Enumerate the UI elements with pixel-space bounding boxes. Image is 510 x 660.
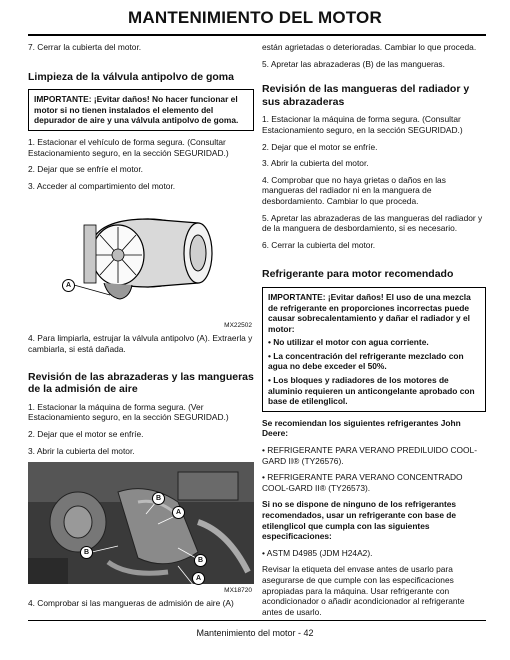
engine-intake-photo: [28, 462, 254, 595]
title-rule: [28, 34, 486, 36]
right-column: [262, 42, 486, 623]
recommended-item: • REFRIGERANTE PARA VERANO CONCENTRADO COOL-GARD II® (TY26573).: [262, 472, 463, 493]
figure-code: MX22502: [224, 322, 252, 330]
note-text: IMPORTANTE: ¡Evitar daños! No hacer funcionar el motor si no tienen instalados el elemento del depurador de aire y una válvula antipolvo de goma.: [34, 94, 239, 126]
alternative-heading: Si no se dispone de ninguno de los refrigerantes recomendados, usar un refrigerante con base de etilenglicol que cumpla con las siguientes especificaciones:: [262, 499, 457, 542]
step-1: 1. Estacionar la máquina de forma segura. (Consultar Estacionamiento seguro, en la sección SEGURIDAD.): [262, 114, 463, 135]
page-title: MANTENIMIENTO DEL MOTOR: [128, 8, 382, 27]
callout-a-bottom: A: [192, 572, 205, 585]
step-2: 2. Dejar que se enfríe el motor.: [28, 164, 143, 175]
callout-b-right: B: [194, 554, 207, 567]
note-text: IMPORTANTE: ¡Evitar daños! El uso de una mezcla de refrigerante en proporciones incorrectas puede causar sobrecalentamiento y dañar el radiador y el motor:: [268, 291, 471, 334]
important-note-coolant: [262, 287, 486, 412]
air-filter-illustration: [28, 197, 254, 319]
continued-text: están agrietadas o deterioradas. Cambiar lo que proceda.: [262, 42, 477, 52]
step-1: 1. Estacionar la máquina de forma segura. (Ver Estacionamiento seguro, en la sección SEGURIDAD.): [28, 401, 229, 423]
step-6: 6. Cerrar la cubierta del motor.: [262, 239, 376, 250]
callout-a: A: [62, 279, 75, 292]
page-footer: Mantenimiento del motor - 42: [196, 628, 314, 638]
air-filter-figure: [28, 197, 254, 330]
section-title-dust-valve: Limpieza de la válvula antipolvo de goma: [28, 70, 234, 83]
note-bullet: • No utilizar el motor con agua corriente.: [268, 337, 429, 348]
section-title-coolant: Refrigerante para motor recomendado: [262, 268, 454, 281]
engine-photo-illustration: [28, 462, 254, 584]
step-2: 2. Dejar que el motor se enfríe.: [28, 428, 144, 439]
callout-b-left: B: [80, 546, 93, 559]
section-title-intake-hoses: Revisión de las abrazaderas y las mangueras de la admisión de aire: [28, 370, 254, 396]
section-title-radiator-hoses: Revisión de las mangueras del radiador y sus abrazaderas: [262, 83, 470, 108]
step-4: 4. Comprobar que no haya grietas o daños en las mangueras del radiador ni en la manguera de desbordamiento. Cambiar lo que proceda.: [262, 174, 446, 206]
note-bullet: • La concentración del refrigerante mezclado con agua no debe exceder el 50%.: [268, 350, 464, 372]
step-5: 5. Apretar las abrazaderas de las mangueras del radiador y de la manguera de desbordamiento, si es necesario.: [262, 212, 483, 234]
callout-b-top: B: [152, 492, 165, 505]
note-bullet: • Los bloques y radiadores de los motores de aluminio requieren un anticongelante aprobado con base de etilenglicol.: [268, 375, 475, 407]
left-column: [28, 42, 254, 615]
recommended-heading: Se recomiendan los siguientes refrigerantes John Deere:: [262, 417, 461, 439]
step-3: 3. Abrir la cubierta del motor.: [262, 158, 369, 169]
alternative-item: • ASTM D4985 (JDM H24A2).: [262, 547, 373, 558]
footer-rule: [28, 620, 486, 621]
closing-text: Revisar la etiqueta del envase antes de usarlo para asegurarse de que cumple con las especificaciones apropiadas para la máquina. Usar refrigerante con acondicionador o añadir acondicionador al refrigerante antes de usarlo.: [262, 564, 465, 617]
step-1: 1. Estacionar el vehículo de forma segura. (Consultar Estacionamiento seguro, en la sección SEGURIDAD.): [28, 136, 229, 158]
step-close-cover: 7. Cerrar la cubierta del motor.: [28, 42, 142, 52]
recommended-item: • REFRIGERANTE PARA VERANO PREDILUIDO COOL-GARD II® (TY26576).: [262, 445, 477, 466]
figure-code: MX18720: [224, 587, 252, 595]
step-4-intake-hoses: 4. Comprobar si las mangueras de admisión de aire (A): [28, 598, 234, 609]
step-5-clamps: 5. Apretar las abrazaderas (B) de las mangueras.: [262, 58, 445, 69]
step-4-dust-valve: 4. Para limpiarla, estrujar la válvula antipolvo (A). Extraerla y cambiarla, si está dañada.: [28, 333, 253, 354]
step-3: 3. Abrir la cubierta del motor.: [28, 445, 135, 456]
callout-a-top: A: [172, 506, 185, 519]
step-2: 2. Dejar que el motor se enfríe.: [262, 141, 378, 152]
step-3: 3. Acceder al compartimiento del motor.: [28, 180, 176, 191]
important-note-dust-valve: [28, 89, 254, 131]
